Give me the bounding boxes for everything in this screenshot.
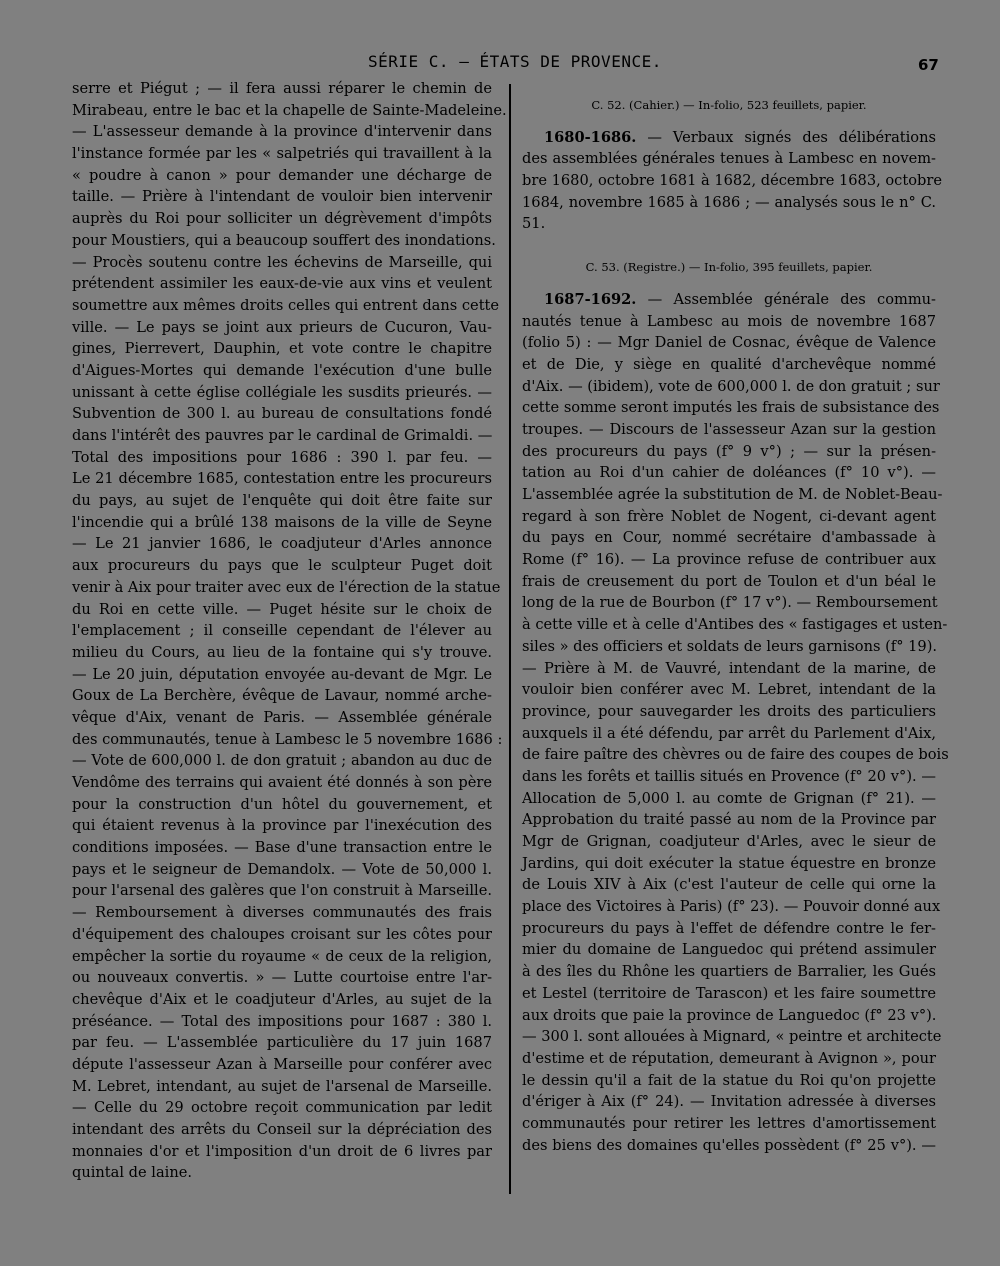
right-column: [522, 95, 949, 1156]
text-line: de Louis XIV à Aix (c'est l'auteur de celle qui orne la: [522, 876, 936, 894]
text-line: d'équipement des chaloupes croisant sur les côtes pour: [72, 925, 492, 943]
text-line: qui étaient revenus à la province par l'inexécution des: [72, 817, 492, 835]
text-line: Mirabeau, entre le bac et la chapelle de Sainte-Madeleine.: [72, 101, 507, 119]
text-line: 1684, novembre 1685 à 1686 ; — analysés sous le n° C.: [522, 193, 936, 211]
text-line: Subvention de 300 l. au bureau de consultations fondé: [72, 405, 492, 423]
text-line: — 300 l. sont allouées à Mignard, « peintre et architecte: [522, 1028, 942, 1046]
text-line: Rome (f° 16). — La province refuse de contribuer aux: [522, 551, 936, 569]
entry-date: 1687-1692.: [544, 290, 637, 308]
text-line: province, pour sauvegarder les droits des particuliers: [522, 702, 936, 720]
text-line: milieu du Cours, au lieu de la fontaine qui s'y trouve.: [72, 643, 492, 661]
text-line: monnaies d'or et l'imposition d'un droit de 6 livres par: [72, 1142, 492, 1160]
text-line: des biens des domaines qu'elles possèdent (f° 25 v°). —: [522, 1136, 936, 1154]
text-line: L'assemblée agrée la substitution de M. de Noblet-Beau-: [522, 486, 943, 504]
text-line: députe l'assesseur Azan à Marseille pour conférer avec: [72, 1055, 492, 1073]
text-line: communautés pour retirer les lettres d'amortissement: [522, 1114, 936, 1132]
text-line: Allocation de 5,000 l. au comte de Grignan (f° 21). —: [522, 789, 936, 807]
text-line: prétendent assimiler les eaux-de-vie aux vins et veulent: [72, 275, 492, 293]
text-line: ville. — Le pays se joint aux prieurs de Cucuron, Vau-: [72, 318, 492, 336]
text-line: cette somme seront imputés les frais de subsistance des: [522, 399, 940, 417]
text-line: — Remboursement à diverses communautés des frais: [72, 904, 492, 922]
text-line: du Roi en cette ville. — Puget hésite sur le choix de: [72, 600, 492, 618]
text-line: dans l'intérêt des pauvres par le cardinal de Grimaldi. —: [72, 427, 493, 444]
text-line: — L'assesseur demande à la province d'intervenir dans: [72, 123, 492, 141]
text-line: — Le 20 juin, députation envoyée au-devant de Mgr. Le: [72, 665, 492, 683]
text-line: auprès du Roi pour solliciter un dégrèvement d'impôts: [72, 210, 492, 228]
text-line: et Lestel (territoire de Tarascon) et les faire soumettre: [522, 984, 936, 1002]
entry-c53: [522, 289, 949, 1157]
text-line: des procureurs du pays (f° 9 v°) ; — sur la présen-: [522, 442, 936, 460]
text-line: [522, 127, 936, 149]
text-line: auxquels il a été défendu, par arrêt du Parlement d'Aix,: [522, 724, 936, 742]
page-header: [0, 50, 1000, 78]
entry-date: 1680-1686.: [544, 128, 637, 146]
text-line: taille. — Prière à l'intendant de vouloir bien intervenir: [72, 188, 492, 206]
text-line: d'estime et de réputation, demeurant à Avignon », pour: [522, 1049, 936, 1067]
text-line: [522, 289, 936, 311]
shelf-mark-c53: C. 53. (Registre.) — In-folio, 395 feuillets, papier.: [585, 260, 873, 275]
text-line: d'ériger à Aix (f° 24). — Invitation adressée à diverses: [522, 1093, 936, 1111]
text-line: d'Aigues-Mortes qui demande l'exécution d'une bulle: [72, 361, 492, 379]
text-line: le dessin qu'il a fait de la statue du Roi qu'on projette: [522, 1071, 936, 1089]
text-line: du pays, au sujet de l'enquête qui doit être faite sur: [72, 492, 492, 510]
text-line: vêque d'Aix, venant de Paris. — Assemblée générale: [72, 708, 492, 726]
text-line: pour Moustiers, qui a beaucoup souffert des inondations.: [72, 231, 496, 249]
text-line: — Prière à M. de Vauvré, intendant de la marine, de: [522, 659, 936, 677]
text-line: Jardins, qui doit exécuter la statue équestre en bronze: [522, 854, 936, 872]
text-line: intendant des arrêts du Conseil sur la dépréciation des: [72, 1121, 492, 1138]
text-line: aux procureurs du pays que le sculpteur Puget doit: [72, 557, 492, 575]
entry-c52: [522, 127, 942, 235]
text-line: — Le 21 janvier 1686, le coadjuteur d'Arles annonce: [72, 535, 492, 553]
text-line: Mgr de Grignan, coadjuteur d'Arles, avec le sieur de: [522, 833, 936, 851]
text-line: pour la construction d'un hôtel du gouvernement, et: [72, 795, 492, 813]
text-line: à des îles du Rhône les quartiers de Barralier, les Gués: [522, 963, 936, 981]
text-line: Vendôme des terrains qui avaient été donnés à son père: [72, 774, 492, 791]
text-line: préséance. — Total des impositions pour 1687 : 380 l.: [72, 1012, 492, 1030]
text-line: 51.: [522, 215, 546, 233]
text-line: M. Lebret, intendant, au sujet de l'arsenal de Marseille.: [72, 1077, 492, 1095]
text-line: procureurs du pays à l'effet de défendre contre le fer-: [522, 919, 936, 937]
text-line: mier du domaine de Languedoc qui prétend assimuler: [522, 941, 936, 959]
text-line: par feu. — L'assemblée particulière du 17 juin 1687: [72, 1034, 492, 1052]
text-line: l'incendie qui a brûlé 138 maisons de la ville de Seyne: [72, 513, 492, 531]
text-line: des communautés, tenue à Lambesc le 5 novembre 1686 :: [72, 730, 503, 748]
text-line: — Vote de 600,000 l. de don gratuit ; abandon au duc de: [72, 752, 492, 770]
text-line: chevêque d'Aix et le coadjuteur d'Arles, au sujet de la: [72, 990, 492, 1008]
text-line: siles » des officiers et soldats de leurs garnisons (f° 19).: [522, 637, 938, 655]
text-line: l'emplacement ; il conseille cependant de l'élever au: [72, 622, 492, 640]
entry-text: — Assemblée générale des commu-: [636, 290, 936, 308]
shelf-mark-c52: C. 52. (Cahier.) — In-folio, 523 feuillets, papier.: [591, 98, 867, 112]
text-line: Total des impositions pour 1686 : 390 l. par feu. —: [72, 448, 492, 466]
text-line: — Celle du 29 octobre reçoit communication par ledit: [72, 1099, 492, 1117]
text-line: à cette ville et à celle d'Antibes des « fastigages et usten-: [522, 616, 948, 634]
text-line: troupes. — Discours de l'assesseur Azan sur la gestion: [522, 420, 936, 438]
text-line: place des Victoires à Paris) (f° 23). — Pouvoir donné aux: [522, 898, 941, 916]
text-line: frais de creusement du port de Toulon et d'un béal le: [522, 572, 936, 590]
text-line: serre et Piégut ; — il fera aussi réparer le chemin de: [72, 80, 492, 97]
text-line: venir à Aix pour traiter avec eux de l'érection de la statue: [72, 578, 501, 596]
page-number: 67: [918, 56, 939, 74]
text-line: long de la rue de Bourbon (f° 17 v°). — Remboursement: [522, 594, 938, 612]
text-line: Goux de La Berchère, évêque de Lavaur, nommé arche-: [72, 687, 492, 705]
text-line: vouloir bien conférer avec M. Lebret, intendant de la: [522, 681, 936, 699]
text-line: empêcher la sortie du royaume « de ceux de la religion,: [72, 947, 492, 965]
left-column: [72, 78, 507, 1184]
text-line: pour l'arsenal des galères que l'on construit à Marseille.: [72, 882, 492, 900]
text-line: (folio 5) : — Mgr Daniel de Cosnac, évêque de Valence: [522, 334, 936, 352]
text-line: unissant à cette église collégiale les susdits prieurés. —: [72, 383, 492, 401]
text-line: pays et le seigneur de Demandolx. — Vote de 50,000 l.: [72, 860, 492, 878]
text-line: nautés tenue à Lambesc au mois de novembre 1687: [522, 312, 936, 330]
entry-text: — Verbaux signés des délibérations: [636, 128, 936, 146]
text-line: d'Aix. — (ibidem), vote de 600,000 l. de don gratuit ; sur: [522, 377, 940, 395]
text-line: Le 21 décembre 1685, contestation entre les procureurs: [72, 470, 492, 488]
running-title: SÉRIE C. — ÉTATS DE PROVENCE.: [368, 52, 662, 71]
text-line: — Procès soutenu contre les échevins de Marseille, qui: [72, 253, 492, 271]
text-line: gines, Pierrevert, Dauphin, et vote contre le chapitre: [72, 340, 492, 358]
text-line: dans les forêts et taillis situés en Provence (f° 20 v°). —: [522, 767, 936, 785]
text-line: regard à son frère Noblet de Nogent, ci-devant agent: [522, 507, 936, 525]
column-divider: [509, 84, 511, 1194]
text-line: l'instance formée par les « salpetriés qui travaillent à la: [72, 145, 492, 163]
text-line: Approbation du traité passé au nom de la Province par: [522, 811, 936, 829]
text-line: du pays en Cour, nommé secrétaire d'ambassade à: [522, 529, 936, 547]
text-line: des assemblées générales tenues à Lambesc en novem-: [522, 150, 936, 168]
text-line: ou nouveaux convertis. » — Lutte courtoise entre l'ar-: [72, 969, 492, 987]
text-line: conditions imposées. — Base d'une transaction entre le: [72, 839, 492, 857]
text-line: quintal de laine.: [72, 1164, 193, 1182]
text-line: « poudre à canon » pour demander une décharge de: [72, 166, 492, 184]
text-line: bre 1680, octobre 1681 à 1682, décembre 1683, octobre: [522, 172, 942, 190]
text-line: aux droits que paie la province de Languedoc (f° 23 v°).: [522, 1006, 937, 1024]
text-line: et de Die, y siège en qualité d'archevêque nommé: [522, 355, 936, 373]
text-line: soumettre aux mêmes droits celles qui entrent dans cette: [72, 296, 500, 314]
text-line: tation au Roi d'un cahier de doléances (f° 10 v°). —: [522, 464, 936, 482]
text-line: de faire paître des chèvres ou de faire des coupes de bois: [522, 746, 949, 764]
